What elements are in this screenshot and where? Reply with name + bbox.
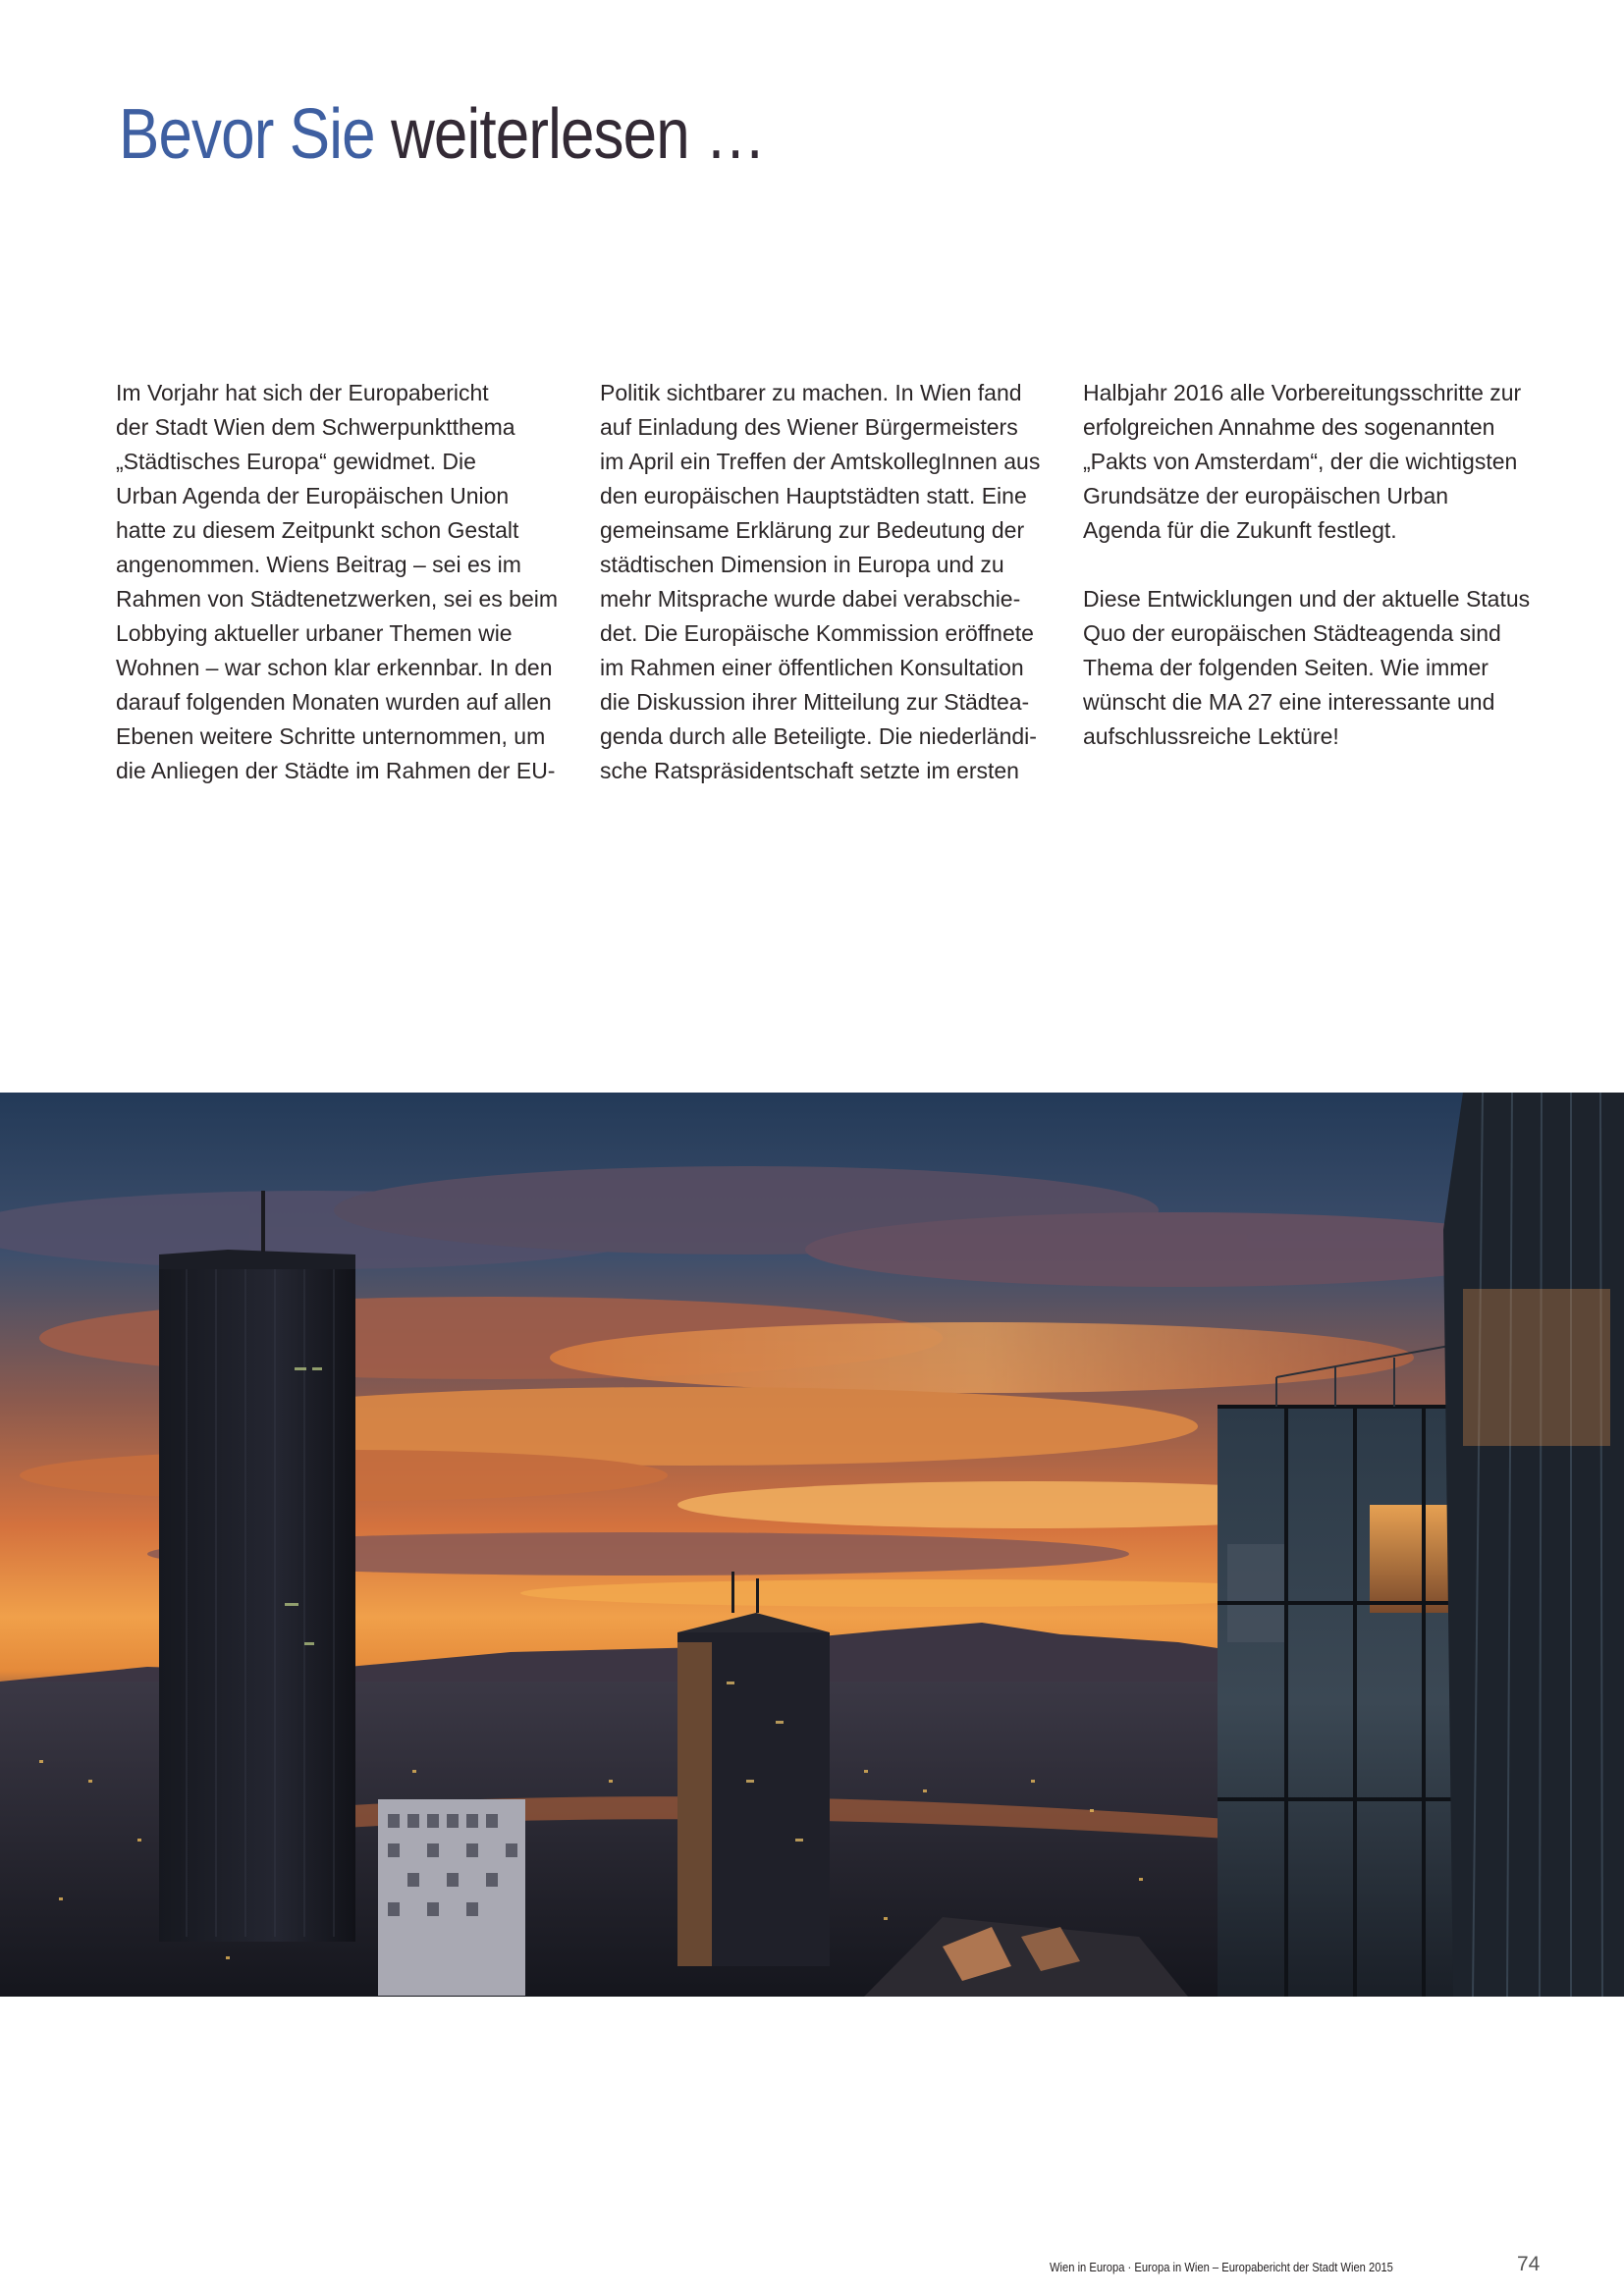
page-number: 74: [1517, 2253, 1541, 2275]
text-line: Ebenen weitere Schritte unternommen, um: [116, 723, 546, 749]
text-line: sche Ratspräsidentschaft setzte im ersten: [600, 758, 1019, 783]
paragraph-spacer: [1083, 548, 1543, 582]
text-line: „Pakts von Amsterdam“, der die wichtigsten: [1083, 449, 1518, 474]
text-line: Im Vorjahr hat sich der Europabericht: [116, 380, 489, 405]
text-line: mehr Mitsprache wurde dabei verabschie-: [600, 586, 1021, 612]
page-title-rest: weiterlesen …: [391, 95, 766, 174]
text-line: Quo der europäischen Städteagenda sind: [1083, 620, 1501, 646]
text-line: genda durch alle Beteiligte. Die niederländi-: [600, 723, 1037, 749]
text-line: die Anliegen der Städte im Rahmen der EU-: [116, 758, 556, 783]
text-line: Urban Agenda der Europäischen Union: [116, 483, 510, 508]
page-title-accent: Bevor Sie: [119, 95, 375, 174]
text-line: den europäischen Hauptstädten statt. Eine: [600, 483, 1027, 508]
text-line: aufschlussreiche Lektüre!: [1083, 723, 1339, 749]
text-line: im Rahmen einer öffentlichen Konsultation: [600, 655, 1024, 680]
text-line: Agenda für die Zukunft festlegt.: [1083, 517, 1397, 543]
page-title: [119, 90, 765, 179]
text-line: gemeinsame Erklärung zur Bedeutung der: [600, 517, 1025, 543]
text-line: im April ein Treffen der AmtskollegInnen aus: [600, 449, 1041, 474]
text-column-2: [600, 376, 1059, 788]
text-line: hatte zu diesem Zeitpunkt schon Gestalt: [116, 517, 519, 543]
text-line: Politik sichtbarer zu machen. In Wien fand: [600, 380, 1022, 405]
text-line: darauf folgenden Monaten wurden auf allen: [116, 689, 552, 715]
text-line: wünscht die MA 27 eine interessante und: [1083, 689, 1495, 715]
text-line: Halbjahr 2016 alle Vorbereitungsschritte zur: [1083, 380, 1522, 405]
text-line: Diese Entwicklungen und der aktuelle Status: [1083, 586, 1531, 612]
text-line: „Städtisches Europa“ gewidmet. Die: [116, 449, 476, 474]
text-line: der Stadt Wien dem Schwerpunktthema: [116, 414, 515, 440]
text-line: Thema der folgenden Seiten. Wie immer: [1083, 655, 1489, 680]
text-line: erfolgreichen Annahme des sogenannten: [1083, 414, 1495, 440]
text-line: städtischen Dimension in Europa und zu: [600, 552, 1004, 577]
text-line: Wohnen – war schon klar erkennbar. In den: [116, 655, 553, 680]
text-line: die Diskussion ihrer Mitteilung zur Städtea-: [600, 689, 1030, 715]
text-column-3: [1083, 376, 1543, 754]
text-column-1: [116, 376, 575, 788]
text-line: Lobbying aktueller urbaner Themen wie: [116, 620, 513, 646]
text-line: angenommen. Wiens Beitrag – sei es im: [116, 552, 521, 577]
text-line: det. Die Europäische Kommission eröffnete: [600, 620, 1034, 646]
publication-footer: Wien in Europa · Europa in Wien – Europabericht der Stadt Wien 2015: [1050, 2260, 1393, 2274]
vienna-skyline-sunset-photo: [0, 1093, 1624, 1997]
text-line: Rahmen von Städtenetzwerken, sei es beim: [116, 586, 559, 612]
text-line: Grundsätze der europäischen Urban: [1083, 483, 1449, 508]
text-line: auf Einladung des Wiener Bürgermeisters: [600, 414, 1018, 440]
skyline-illustration: [0, 1093, 1624, 1997]
